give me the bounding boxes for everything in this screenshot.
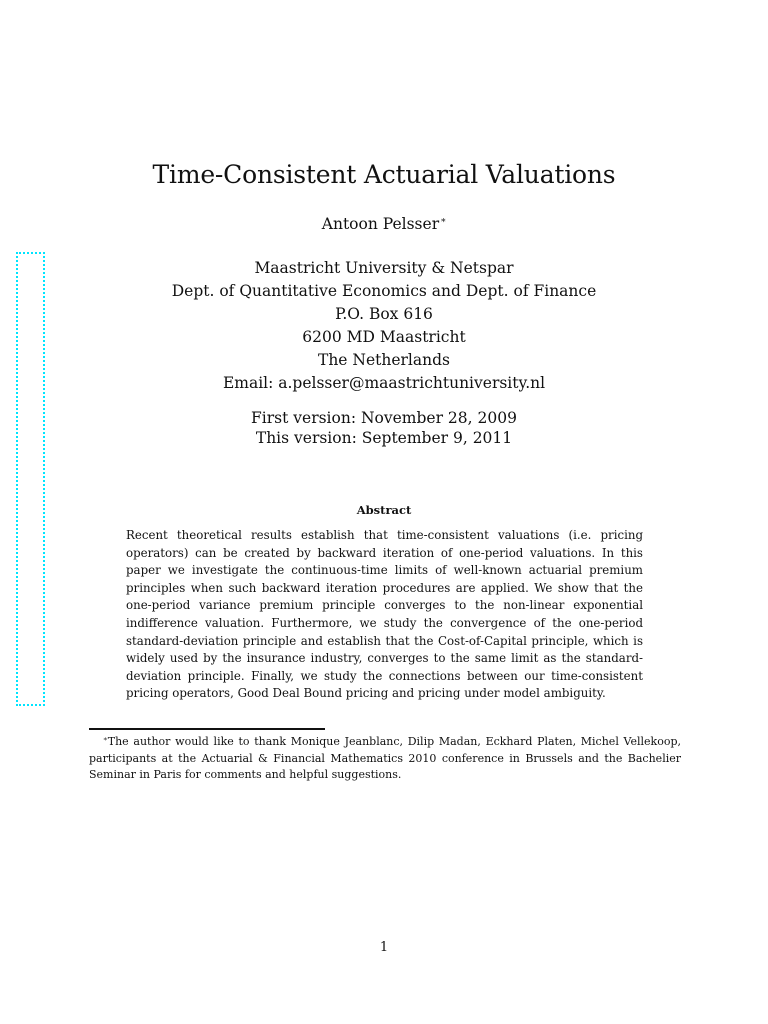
paper-title: Time-Consistent Actuarial Valuations xyxy=(152,160,616,189)
affiliation-line: 6200 MD Maastricht xyxy=(302,328,466,346)
footnote-mark: ∗ xyxy=(103,735,108,743)
page-number: 1 xyxy=(379,940,389,955)
footnote xyxy=(89,731,681,784)
first-version-date: First version: November 28, 2009 xyxy=(251,409,517,427)
footnote-text: The author would like to thank Monique Jeanblanc, Dilip Madan, Eckhard Platen, Michel Vellekoop, participants at the Actuarial & Financial Mathematics 2010 conference in Brussels and the Bachelier Seminar in Paris for comments and helpful suggestions. xyxy=(89,735,681,782)
author-footnote-mark[interactable]: ∗ xyxy=(440,216,447,226)
this-version-date: This version: September 9, 2011 xyxy=(255,429,513,447)
affiliation-line: The Netherlands xyxy=(317,351,450,369)
abstract-body: Recent theoretical results establish that time-consistent valuations (i.e. pricing operators) can be created by backward iteration of one-period valuations. In this paper we investigate the continuous-time limits of well-known actuarial premium principles when such backward iteration procedures are applied. We show that the one-period variance premium principle converges to the non-linear exponential indifference valuation. Furthermore, we study the convergence of the one-period standard-deviation principle and establish that the Cost-of-Capital principle, which is widely used by the insurance industry, converges to the same limit as the standard-deviation principle. Finally, we study the connections between our time-consistent pricing operators, Good Deal Bound pricing and pricing under model ambiguity. xyxy=(126,528,643,701)
version-dates xyxy=(0,408,768,448)
affiliation-block xyxy=(0,257,768,395)
affiliation-line: P.O. Box 616 xyxy=(335,305,433,323)
footnote-rule xyxy=(89,728,325,730)
affiliation-line: Maastricht University & Netspar xyxy=(254,259,514,277)
author-name: Antoon Pelsser xyxy=(321,215,440,233)
affiliation-line: Dept. of Quantitative Economics and Dept. of Finance xyxy=(171,282,597,300)
author-line xyxy=(0,210,768,235)
email-line: Email: a.pelsser@maastrichtuniversity.nl xyxy=(222,374,546,392)
abstract-heading: Abstract xyxy=(356,503,412,517)
